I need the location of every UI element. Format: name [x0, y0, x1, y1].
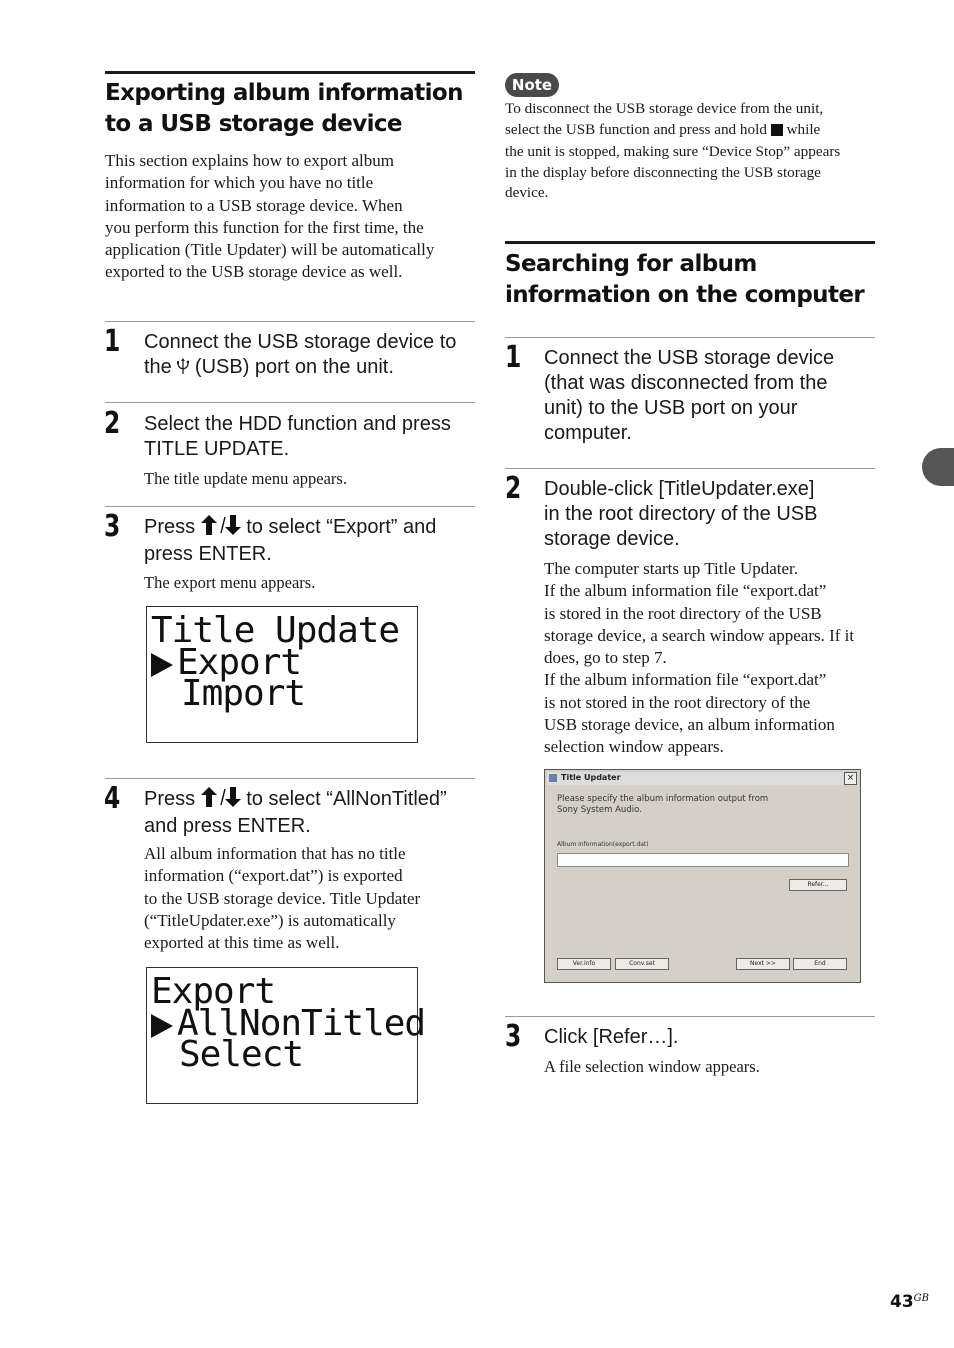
detail-line: selection window appears. — [544, 737, 724, 757]
step-divider — [105, 506, 475, 507]
note-line: the unit is stopped, making sure “Device Stop” appears — [505, 143, 841, 160]
note-badge: Note — [505, 73, 559, 97]
display-screen-export — [146, 967, 426, 1104]
detail-line: to the USB storage device. Title Updater — [144, 888, 421, 908]
heading-line: information on the computer — [505, 282, 865, 308]
section-rule-right — [505, 241, 875, 244]
end-button[interactable]: End — [793, 958, 847, 970]
note-line — [505, 120, 885, 143]
message-line: Please specify the album information output from — [557, 794, 769, 804]
up-down-arrow-icon — [201, 515, 241, 542]
display-text: Export — [177, 642, 302, 683]
step-number: 2 — [505, 471, 522, 506]
next-button[interactable]: Next >> — [736, 958, 790, 970]
display-screen-title-update — [146, 606, 418, 743]
step3-instruction — [144, 515, 479, 567]
step-text-part: the — [144, 356, 178, 378]
right-step2-instruction — [544, 477, 879, 552]
display-line: Title Update — [151, 610, 400, 651]
detail-line: information (“export.dat”) is exported — [144, 866, 403, 886]
step-text-part: to select “AllNonTitled” — [240, 788, 447, 810]
note-text-part: while — [782, 120, 821, 138]
step1-instruction — [144, 330, 479, 382]
step-divider — [105, 321, 475, 322]
chapter-tab-marker — [922, 448, 954, 486]
step-number: 3 — [505, 1019, 522, 1054]
detail-line: If the album information file “export.dat” — [544, 581, 827, 601]
heading-line: Exporting album information — [105, 80, 463, 106]
right-step1-instruction — [544, 346, 879, 446]
step-line — [144, 515, 479, 542]
step-line: and press ENTER. — [144, 815, 311, 837]
step-line: storage device. — [544, 528, 680, 550]
step2-result: The title update menu appears. — [144, 469, 347, 488]
step-text-part: (USB) port on the unit. — [189, 356, 394, 378]
detail-line: The computer starts up Title Updater. — [544, 559, 799, 578]
note-line: To disconnect the USB storage device from the unit, — [505, 100, 824, 117]
display-line: Select — [179, 1034, 304, 1075]
app-icon — [549, 774, 557, 782]
step-line — [144, 355, 479, 382]
intro-line: application (Title Updater) will be automatically — [105, 240, 435, 260]
step-line: Select the HDD function and press — [144, 413, 451, 435]
step-line: computer. — [544, 422, 632, 444]
intro-paragraph — [105, 150, 475, 284]
step-line: Connect the USB storage device to — [144, 331, 457, 353]
step-text-part: to select “Export” and — [240, 516, 437, 538]
detail-line: If the album information file “export.dat” — [544, 670, 827, 690]
window-message — [557, 794, 847, 816]
step-line: (that was disconnected from the — [544, 372, 828, 394]
note-line: in the display before disconnecting the USB storage — [505, 163, 821, 181]
step-text-part: Press — [144, 516, 201, 538]
right-step3-result: A file selection window appears. — [544, 1057, 760, 1076]
step3-result: The export menu appears. — [144, 573, 316, 592]
usb-icon — [177, 357, 189, 382]
heading-line: Searching for album — [505, 251, 757, 277]
step-line: Double-click [TitleUpdater.exe] — [544, 478, 815, 500]
page-region: GB — [913, 1293, 930, 1304]
up-down-arrow-icon — [201, 787, 241, 814]
step-number: 1 — [505, 340, 522, 375]
step4-detail — [144, 843, 474, 954]
page-number — [890, 1292, 929, 1312]
intro-line: you perform this function for the first time, the — [105, 217, 424, 237]
page-number-value: 43 — [890, 1292, 914, 1312]
step2-instruction — [144, 412, 479, 462]
step-divider — [505, 337, 875, 338]
step-number: 3 — [104, 509, 121, 544]
refer-button[interactable]: Refer... — [789, 879, 847, 891]
step-divider — [505, 1016, 875, 1017]
display-text: AllNonTitled — [177, 1003, 426, 1044]
step4-instruction — [144, 787, 479, 839]
step-text-part: Press — [144, 788, 201, 810]
step-divider — [105, 778, 475, 779]
detail-line: USB storage device, an album information — [544, 715, 835, 735]
heading-line: to a USB storage device — [105, 111, 402, 137]
cursor-arrow-icon — [151, 1014, 173, 1038]
ver-info-button[interactable]: Ver.info — [557, 958, 611, 970]
message-line: Sony System Audio. — [557, 805, 642, 815]
step-line: unit) to the USB port on your — [544, 397, 798, 419]
conv-set-button[interactable]: Conv.set — [615, 958, 669, 970]
step-divider — [505, 468, 875, 469]
step-divider — [105, 402, 475, 403]
display-line: Import — [181, 673, 306, 714]
section-heading-search — [505, 249, 885, 311]
right-step3-instruction: Click [Refer…]. — [544, 1026, 679, 1048]
note-line: device. — [505, 184, 549, 201]
cursor-arrow-icon — [151, 653, 173, 677]
note-text-part: select the USB function and press and hold — [505, 120, 771, 138]
step-line: TITLE UPDATE. — [144, 438, 290, 460]
detail-line: (“TitleUpdater.exe”) is automatically — [144, 910, 396, 930]
section-rule-left — [105, 71, 475, 74]
section-heading-export — [105, 78, 485, 140]
intro-line: information for which you have no title — [105, 173, 374, 193]
detail-line: storage device, a search window appears. If it — [544, 625, 855, 645]
step-number: 1 — [104, 324, 121, 359]
intro-line: exported to the USB storage device as well. — [105, 262, 403, 282]
display-line: Export — [151, 971, 276, 1012]
field-label: Album information(export.dat) — [557, 841, 649, 848]
detail-line: is stored in the root directory of the USB — [544, 603, 822, 623]
intro-line: information to a USB storage device. When — [105, 195, 403, 215]
album-info-field[interactable] — [557, 853, 849, 867]
step-line: press ENTER. — [144, 543, 272, 565]
right-step2-detail — [544, 558, 884, 759]
detail-line: is not stored in the root directory of the — [544, 692, 811, 712]
step-line — [144, 787, 479, 814]
note-text — [505, 99, 885, 204]
detail-line: exported at this time as well. — [144, 933, 340, 953]
step-number: 2 — [104, 406, 121, 441]
window-title: Title Updater — [561, 773, 621, 782]
title-updater-window — [544, 769, 861, 983]
detail-line: All album information that has no title — [144, 844, 406, 863]
intro-line: This section explains how to export album — [105, 151, 394, 170]
step-line: Connect the USB storage device — [544, 347, 835, 369]
window-title-bar — [547, 772, 858, 785]
close-icon[interactable]: × — [844, 772, 857, 785]
stop-icon — [771, 122, 783, 143]
step-number: 4 — [104, 781, 121, 816]
detail-line: does, go to step 7. — [544, 648, 667, 668]
step-line: in the root directory of the USB — [544, 503, 818, 525]
